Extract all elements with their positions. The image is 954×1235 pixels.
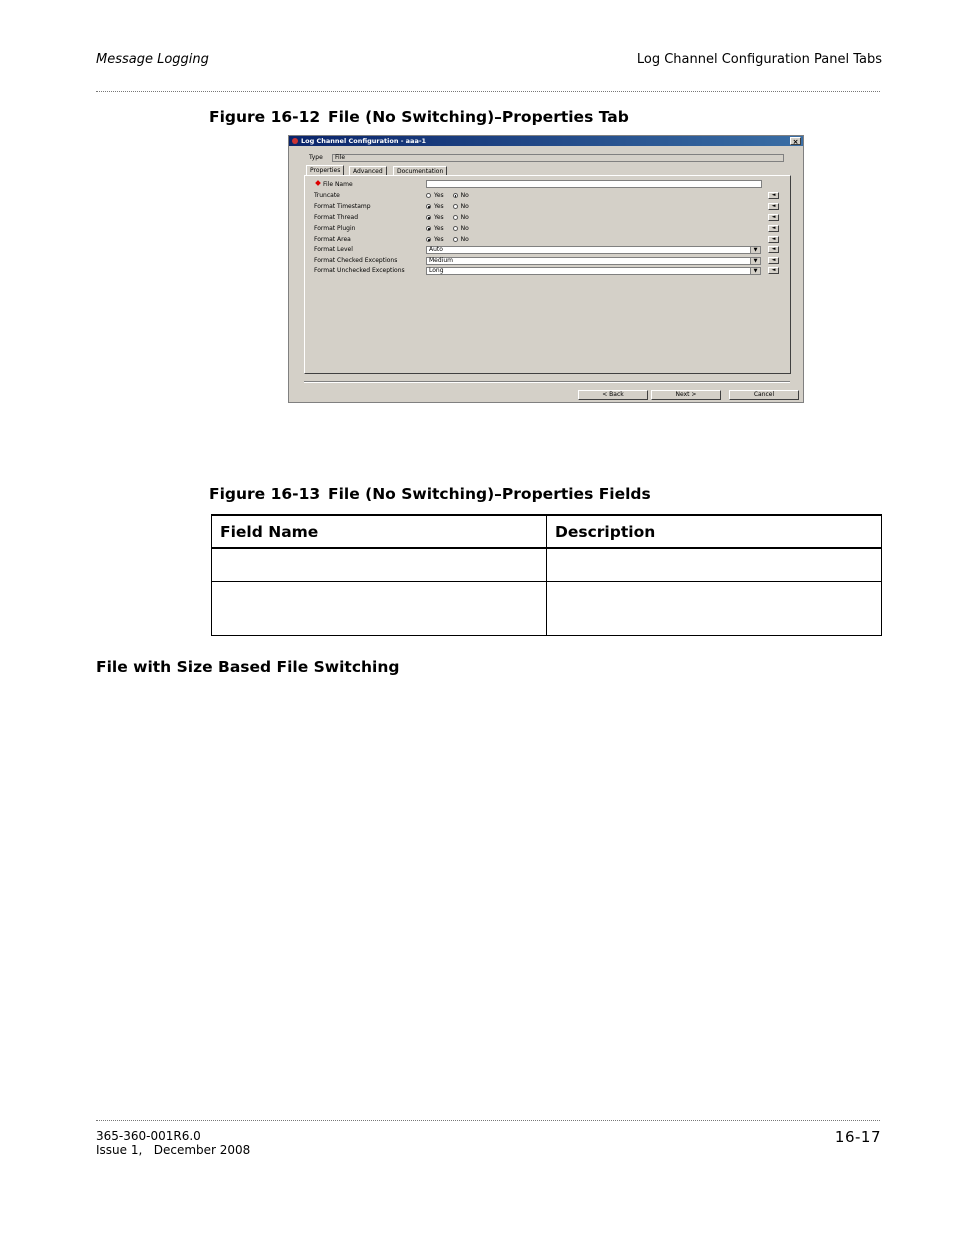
page-number: 16-17	[834, 1128, 881, 1146]
format-area-label: Format Area	[314, 236, 351, 243]
format-area-reset-button[interactable]: ◄	[768, 236, 779, 243]
format-timestamp-no-label: No	[460, 203, 469, 210]
format-level-select[interactable]	[426, 246, 761, 254]
format-checked-exceptions-reset-button[interactable]: ◄	[768, 257, 779, 264]
table-cell	[212, 581, 547, 635]
truncate-reset-button[interactable]: ◄	[768, 192, 779, 199]
row-format-unchecked-exceptions	[314, 266, 784, 275]
chevron-down-icon[interactable]: ▼	[750, 268, 760, 274]
button-separator	[304, 381, 790, 383]
figure-title: File (No Switching)–Properties Fields	[328, 485, 651, 503]
format-thread-no-label: No	[460, 214, 469, 221]
footer-rule	[96, 1120, 880, 1121]
file-name-label-text: File Name	[323, 181, 353, 188]
table-row	[212, 548, 882, 581]
next-button[interactable]: Next >	[651, 390, 721, 400]
format-timestamp-label: Format Timestamp	[314, 203, 371, 210]
format-unchecked-exceptions-reset-button[interactable]: ◄	[768, 267, 779, 274]
format-thread-reset-button[interactable]: ◄	[768, 214, 779, 221]
section-heading: File with Size Based File Switching	[96, 658, 400, 676]
format-area-no-radio[interactable]	[453, 237, 458, 242]
column-header-field-name: Field Name	[212, 515, 547, 548]
format-level-value: Auto	[429, 246, 443, 253]
chevron-down-icon[interactable]: ▼	[750, 247, 760, 253]
format-plugin-label: Format Plugin	[314, 225, 356, 232]
row-format-checked-exceptions	[314, 256, 784, 265]
app-icon	[292, 138, 298, 144]
format-area-yes-label: Yes	[434, 236, 444, 243]
tab-advanced[interactable]: Advanced	[349, 166, 387, 176]
truncate-label: Truncate	[314, 192, 340, 199]
figure-caption-16-13	[209, 485, 651, 503]
format-checked-exceptions-value: Medium	[429, 257, 453, 264]
truncate-no-radio[interactable]	[453, 193, 458, 198]
dialog-title: Log Channel Configuration - aaa-1	[301, 137, 427, 145]
table-cell	[212, 548, 547, 581]
format-timestamp-radio-group	[426, 202, 476, 211]
row-format-timestamp	[314, 202, 784, 211]
figure-title: File (No Switching)–Properties Tab	[328, 108, 629, 126]
format-plugin-no-radio[interactable]	[453, 226, 458, 231]
format-timestamp-yes-radio[interactable]	[426, 204, 431, 209]
truncate-no-label: No	[460, 192, 469, 199]
header-rule	[96, 91, 880, 92]
footer-issue: Issue 1, December 2008	[96, 1143, 251, 1157]
row-format-thread	[314, 213, 784, 222]
table-cell	[547, 548, 882, 581]
row-format-level	[314, 245, 784, 254]
properties-fields-table	[211, 514, 882, 636]
format-level-reset-button[interactable]: ◄	[768, 246, 779, 253]
row-format-area	[314, 235, 784, 244]
format-plugin-no-label: No	[460, 225, 469, 232]
back-button[interactable]: < Back	[578, 390, 648, 400]
dialog-screenshot	[288, 135, 804, 403]
figure-caption-16-12	[209, 108, 629, 126]
format-area-yes-radio[interactable]	[426, 237, 431, 242]
format-unchecked-exceptions-select[interactable]	[426, 267, 761, 275]
tab-documentation[interactable]: Documentation	[393, 166, 447, 176]
format-unchecked-exceptions-label: Format Unchecked Exceptions	[314, 267, 405, 274]
running-header-chapter: Message Logging	[96, 52, 209, 67]
format-thread-yes-label: Yes	[434, 214, 444, 221]
format-thread-label: Format Thread	[314, 214, 359, 221]
file-name-input[interactable]	[426, 180, 762, 188]
format-thread-yes-radio[interactable]	[426, 215, 431, 220]
format-plugin-radio-group	[426, 224, 476, 233]
format-timestamp-yes-label: Yes	[434, 203, 444, 210]
close-icon[interactable]: ×	[790, 137, 801, 145]
required-icon	[315, 180, 321, 186]
truncate-yes-radio[interactable]	[426, 193, 431, 198]
truncate-yes-label: Yes	[434, 192, 444, 199]
dialog-titlebar	[289, 136, 803, 146]
figure-number: Figure 16-12	[209, 108, 321, 126]
row-format-plugin	[314, 224, 784, 233]
format-checked-exceptions-label: Format Checked Exceptions	[314, 257, 398, 264]
row-truncate	[314, 191, 784, 200]
format-timestamp-reset-button[interactable]: ◄	[768, 203, 779, 210]
figure-number: Figure 16-13	[209, 485, 321, 503]
format-level-label: Format Level	[314, 246, 353, 253]
format-area-no-label: No	[460, 236, 469, 243]
format-thread-radio-group	[426, 213, 476, 222]
format-checked-exceptions-select[interactable]	[426, 257, 761, 265]
format-thread-no-radio[interactable]	[453, 215, 458, 220]
footer-doc-number: 365-360-001R6.0	[96, 1129, 201, 1143]
file-name-label	[314, 180, 353, 189]
truncate-radio-group	[426, 191, 476, 200]
running-header-section: Log Channel Configuration Panel Tabs	[636, 52, 882, 67]
table-row	[212, 581, 882, 635]
row-file-name	[314, 180, 784, 189]
format-area-radio-group	[426, 235, 476, 244]
table-header-row	[212, 515, 882, 548]
table-cell	[547, 581, 882, 635]
chevron-down-icon[interactable]: ▼	[750, 258, 760, 264]
tab-properties[interactable]: Properties	[306, 165, 344, 176]
type-label: Type	[309, 154, 323, 161]
format-plugin-yes-label: Yes	[434, 225, 444, 232]
format-plugin-reset-button[interactable]: ◄	[768, 225, 779, 232]
type-field: File	[332, 154, 784, 162]
column-header-description: Description	[547, 515, 882, 548]
format-plugin-yes-radio[interactable]	[426, 226, 431, 231]
format-unchecked-exceptions-value: Long	[429, 267, 444, 274]
cancel-button[interactable]: Cancel	[729, 390, 799, 400]
format-timestamp-no-radio[interactable]	[453, 204, 458, 209]
